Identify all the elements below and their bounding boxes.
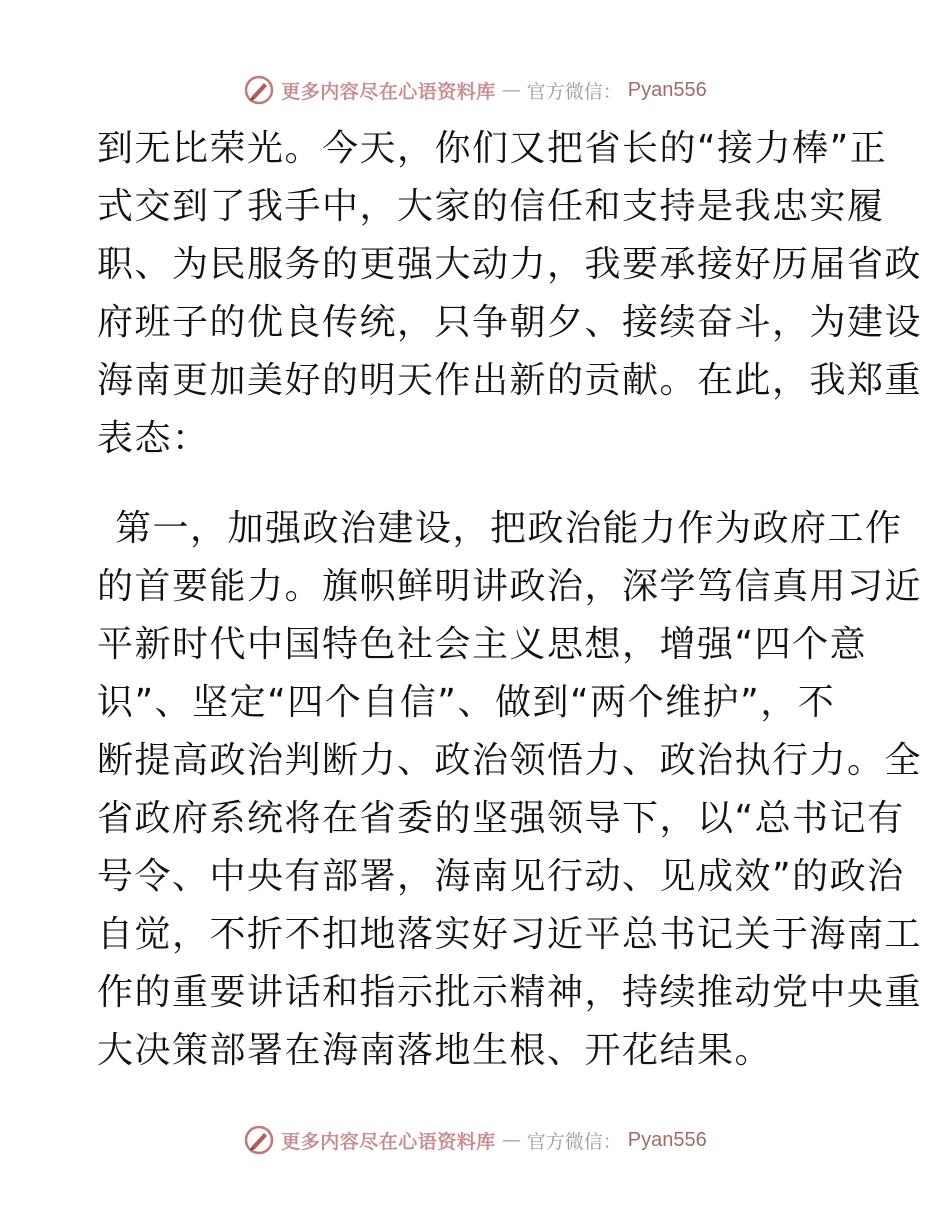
text-line: 第一，加强政治建设，把政治能力作为政府工作 xyxy=(115,508,903,549)
text-line: 职、为民服务的更强大动力，我要承接好历届省政 xyxy=(97,244,923,285)
text-line: 府班子的优良传统，只争朝夕、接续奋斗，为建设 xyxy=(97,302,923,343)
text-line: 海南更加美好的明天作出新的贡献。在此，我郑重 xyxy=(97,360,923,401)
paragraph-1 xyxy=(97,120,923,468)
watermark-wechat-id: Pyan556 xyxy=(627,78,707,101)
paragraph-gap xyxy=(97,468,857,500)
document-body xyxy=(97,120,923,1080)
pen-logo-icon xyxy=(243,1124,275,1156)
watermark-wechat-label: 官方微信： xyxy=(526,80,622,103)
text-line: 作的重要讲话和指示批示精神，持续推动党中央重 xyxy=(97,972,923,1013)
paragraph-2 xyxy=(97,500,923,1080)
footer-watermark xyxy=(0,1120,950,1160)
text-line: 大决策部署在海南落地生根、开花结果。 xyxy=(97,1030,773,1071)
text-line: 断提高政治判断力、政治领悟力、政治执行力。全 xyxy=(97,740,923,781)
watermark-site-text: 更多内容尽在心语资料库 xyxy=(281,80,496,103)
text-line: 自觉，不折不扣地落实好习近平总书记关于海南工 xyxy=(97,914,923,955)
text-line: 式交到了我手中，大家的信任和支持是我忠实履 xyxy=(97,186,885,227)
pen-logo-icon xyxy=(243,74,275,106)
watermark-dash: — xyxy=(501,1129,521,1151)
text-line: 的首要能力。旗帜鲜明讲政治，深学笃信真用习近 xyxy=(97,566,923,607)
watermark-wechat-id: Pyan556 xyxy=(627,1128,707,1151)
text-line: 识”、坚定“四个自信”、做到“两个维护”，不 xyxy=(97,682,836,723)
text-line: 到无比荣光。今天，你们又把省长的“接力棒”正 xyxy=(97,128,888,169)
watermark-dash: — xyxy=(501,79,521,101)
text-line: 省政府系统将在省委的坚强领导下，以“总书记有 xyxy=(97,798,905,839)
text-line: 表态： xyxy=(97,418,210,459)
text-line: 平新时代中国特色社会主义思想，增强“四个意 xyxy=(97,624,868,665)
watermark-wechat-label: 官方微信： xyxy=(526,1130,622,1153)
header-watermark xyxy=(0,70,950,110)
watermark-site-text: 更多内容尽在心语资料库 xyxy=(281,1130,496,1153)
text-line: 号令、中央有部署，海南见行动、见成效”的政治 xyxy=(97,856,905,897)
